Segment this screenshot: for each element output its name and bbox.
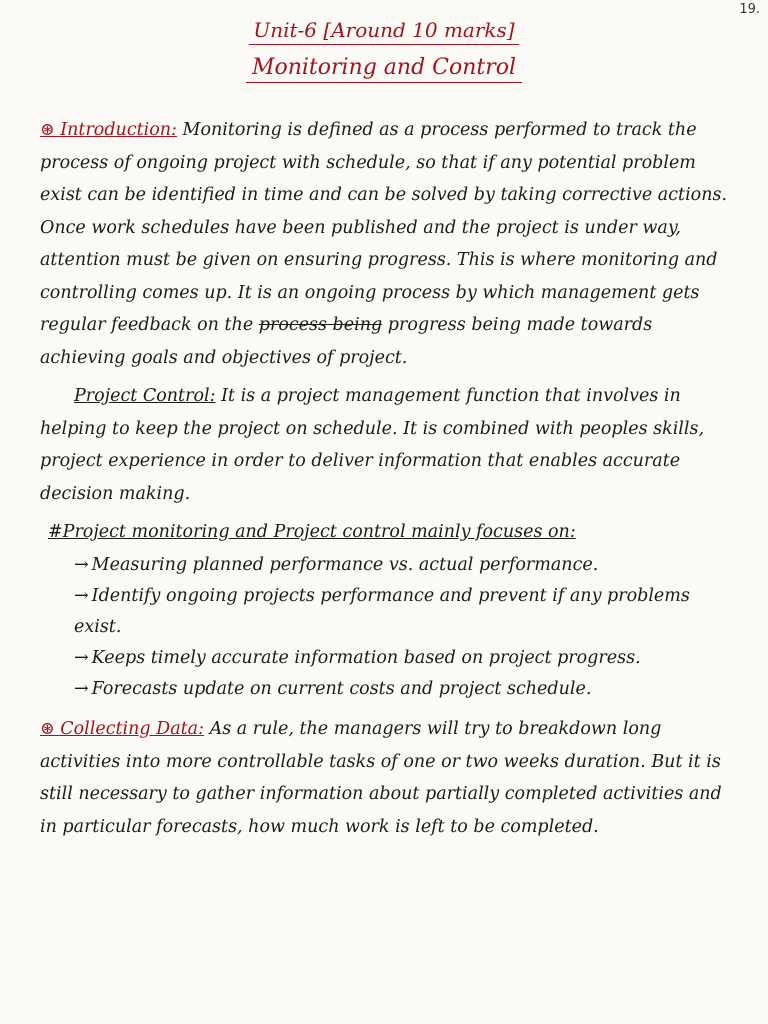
introduction-text-end: progress being made towards achieving goals and objectives of project. (40, 315, 653, 368)
introduction-text: Monitoring is defined as a process performed to track the process of ongoing project with schedule, so that if any potential problem exist can be identified in time and can be solved by taking corrective actions. Once work schedules have been published and the project is under way, attention must be given on ensuring progress. This is where monitoring and controlling comes up. It is an ongoing process by which management gets regular feedback on the (40, 120, 728, 335)
arrow-icon: → (74, 586, 89, 606)
unit-title: Unit-6 [Around 10 marks] (249, 18, 518, 45)
focus-heading-text: #Project monitoring and Project control mainly focuses on: (48, 522, 576, 542)
project-control-heading: Project Control: (74, 386, 216, 406)
collecting-data-text: As a rule, the managers will try to breakdown long activities into more controllable tasks of one or two weeks duration. But it is still necessary to gather information about partially completed activities and in particular forecasts, how much work is left to be completed. (40, 719, 722, 837)
focus-heading (48, 516, 740, 548)
collecting-data-paragraph (40, 713, 740, 843)
arrow-icon: → (74, 648, 89, 668)
list-item-text: Identify ongoing projects performance and prevent if any problems exist. (74, 586, 690, 637)
title-block (0, 18, 768, 83)
introduction-heading: ⊛ Introduction: (40, 120, 177, 140)
notes-content (40, 114, 740, 849)
list-item-text: Keeps timely accurate information based on project progress. (91, 648, 641, 668)
arrow-icon: → (74, 679, 89, 699)
list-item (74, 643, 740, 674)
list-item-text: Measuring planned performance vs. actual performance. (91, 555, 599, 575)
arrow-icon: → (74, 555, 89, 575)
list-item (74, 581, 740, 643)
struck-text: process being (258, 315, 383, 335)
introduction-paragraph (40, 114, 740, 374)
collecting-data-heading: ⊛ Collecting Data: (40, 719, 204, 739)
page-title: Monitoring and Control (246, 55, 522, 83)
list-item-text: Forecasts update on current costs and project schedule. (91, 679, 592, 699)
page-number: 19. (739, 2, 760, 17)
project-control-paragraph (40, 380, 740, 510)
focus-list (40, 550, 740, 705)
list-item (74, 550, 740, 581)
list-item (74, 674, 740, 705)
project-control-text: It is a project management function that involves in helping to keep the project on schedule. It is combined with peoples skills, project experience in order to deliver information that enables accurate decision making. (40, 386, 705, 504)
